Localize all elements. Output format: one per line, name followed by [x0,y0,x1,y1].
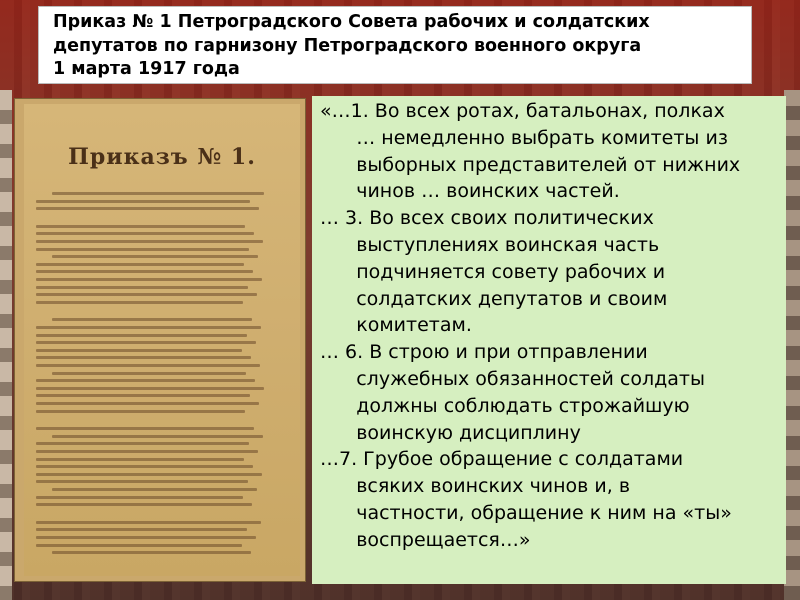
document-text-line [36,465,253,468]
document-text-line [36,301,243,304]
document-text-line [36,521,261,524]
document-text-line [36,473,262,476]
document-text-line [36,503,252,506]
quote-line: …7. Грубое обращение с солдатами [320,448,684,471]
document-text-line [52,318,252,321]
document-text-line [52,435,263,438]
document-text-line [36,364,260,367]
document-text-line [36,341,256,344]
quote-line: чинов … воинских частей. [320,180,620,203]
document-text-line [36,278,262,281]
document-text-line [52,551,251,554]
quote-line: … немедленно выбрать комитеты из [320,126,728,149]
document-text-line [36,248,249,251]
document-text-line [36,427,254,430]
quote-line: … 6. В строю и при отправлении [320,341,648,364]
quote-line: воинскую дисциплину [320,421,581,444]
document-text-line [36,200,250,203]
slide-title [38,6,752,84]
document-text-line [36,286,248,289]
document-text-line [36,544,242,547]
quote-panel [312,96,786,584]
title-line-3: 1 марта 1917 года [53,59,240,79]
quote-line: комитетам. [320,314,472,337]
document-text-line [36,349,242,352]
document-photo [14,98,306,582]
document-text-line [36,442,249,445]
quote-line: должны соблюдать строжайшую [320,394,690,417]
document-text-line [36,293,257,296]
document-text-line [36,528,247,531]
document-text-line [36,496,243,499]
quote-line: подчиняется совету рабочих и [320,260,666,283]
document-text-line [36,387,264,390]
document-text-line [36,410,245,413]
document-text-line [36,356,251,359]
quote-line: частности, обращение к ним на «ты» [320,502,732,524]
quote-line: солдатских депутатов и своим [320,287,668,310]
document-text-line [36,334,247,337]
quote-line: служебных обязанностей солдаты [320,368,705,390]
document-paper [24,104,300,576]
document-text-line [36,458,244,461]
document-text-line [36,402,259,405]
document-text-line [52,488,257,491]
quote-line: «…1. Во всех ротах, батальонах, полках [320,100,725,122]
background-right-strip [784,90,800,600]
title-line-2: депутатов по гарнизону Петроградского военного округа [53,35,642,56]
quote-line: выступлениях воинская часть [320,234,660,256]
quote-line: выборных представителей от нижних [320,153,741,176]
quote-line: всяких воинских чинов и, в [320,475,631,498]
document-text-line [36,394,250,397]
document-heading: Приказъ № 1. [68,144,256,170]
document-text-line [36,232,254,235]
document-text-line [36,450,258,453]
document-text-line [36,207,259,210]
document-text-line [36,379,255,382]
quote-line: воспрещается…» [320,528,531,551]
document-text-line [52,192,264,195]
title-line-1: Приказ № 1 Петроградского Совета рабочих и солдатских [53,12,650,32]
document-text-line [36,240,263,243]
document-text-line [52,255,258,258]
document-text-line [36,263,244,266]
document-text-line [36,270,253,273]
document-text-line [36,225,245,228]
document-text-line [36,536,256,539]
background-left-strip [0,90,12,600]
document-text-line [36,480,248,483]
document-text-line [52,372,246,375]
quote-line: … 3. Во всех своих политических [320,207,654,230]
document-text-line [36,326,261,329]
